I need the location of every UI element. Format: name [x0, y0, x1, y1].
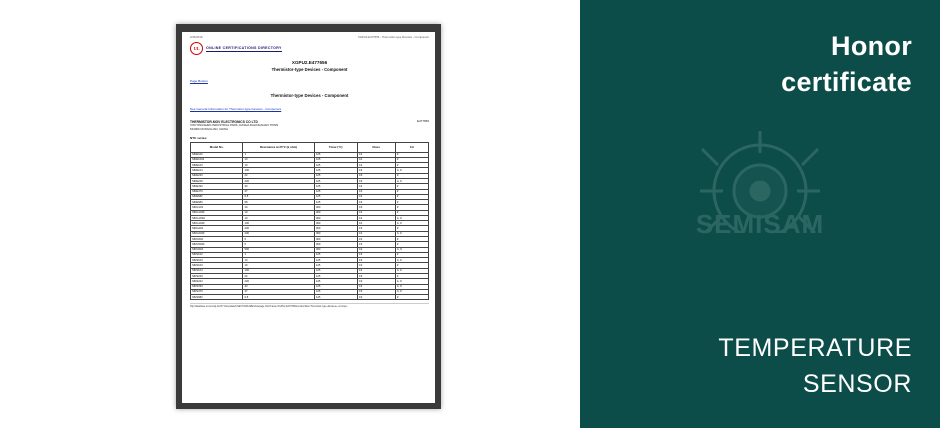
company-block — [190, 120, 429, 132]
document-center-title: Thermistor-type Devices - Component — [270, 93, 349, 99]
table-cell: 22 — [243, 173, 314, 178]
table-cell: 100 — [243, 168, 314, 173]
table-cell: 125 — [314, 274, 357, 279]
table-cell: 125 — [314, 289, 357, 294]
table-cell: 220 — [243, 279, 314, 284]
table-cell: 5 — [243, 242, 314, 247]
table-cell: C2 — [357, 247, 395, 252]
table-cell: 125 — [314, 279, 357, 284]
watermark-text: SEMISAM — [695, 209, 825, 239]
table-cell: 33 — [243, 284, 314, 289]
table-cell: C3 — [357, 295, 395, 300]
table-cell: 125 — [314, 295, 357, 300]
product-line-2: SENSOR — [802, 370, 912, 398]
table-cell: A, # — [395, 289, 428, 294]
table-cell: 125 — [314, 173, 357, 178]
table-cell: C4 — [357, 184, 395, 189]
table-cell: MNE223 — [191, 173, 243, 178]
table-cell: 125 — [314, 200, 357, 205]
company-address-line1: XINYONGSHEN INDUSTRIAL PARK, DASHA DALINGSHAN TOWN — [190, 122, 279, 127]
table-cell: A, # — [395, 258, 428, 263]
col-header-model: Model No. — [191, 143, 243, 152]
table-cell: 10 — [243, 263, 314, 268]
table-cell: C4 — [357, 157, 395, 162]
table-cell: # — [395, 226, 428, 231]
table-cell: C4 — [357, 163, 395, 168]
table-cell: 10 — [243, 258, 314, 263]
table-cell: C3 — [357, 289, 395, 294]
directory-title: ONLINE CERTIFICATIONS DIRECTORY — [206, 46, 282, 52]
table-cell: A, # — [395, 279, 428, 284]
table-cell: C3 — [357, 173, 395, 178]
table-cell: 10 — [243, 205, 314, 210]
company-name: THERMISTOR-MOV ELECTRONICS CO LTD — [190, 119, 258, 124]
table-cell: 125 — [314, 284, 357, 289]
table-cell: MNG104F — [191, 221, 243, 226]
table-cell: C4 — [357, 221, 395, 226]
table-cell: 47 — [243, 289, 314, 294]
document-footer — [190, 303, 429, 308]
certificate-document-frame — [176, 24, 441, 409]
table-cell: C3 — [357, 200, 395, 205]
table-cell: MNS104 — [191, 268, 243, 273]
table-cell: 10 — [243, 210, 314, 215]
table-cell: 10 — [243, 215, 314, 220]
table-cell: A, # — [395, 284, 428, 289]
table-cell: A, # — [395, 268, 428, 273]
table-cell: # — [395, 210, 428, 215]
table-cell: MNS224 — [191, 279, 243, 284]
table-cell: 125 — [314, 184, 357, 189]
table-cell: MNE333 — [191, 184, 243, 189]
table-cell: MNE473 — [191, 189, 243, 194]
table-cell: 300 — [314, 237, 357, 242]
table-cell: MNG204 — [191, 226, 243, 231]
table-cell: A, # — [395, 178, 428, 183]
document-main-title: XGPU2.E477656 — [291, 60, 328, 66]
table-cell: MNG502F — [191, 242, 243, 247]
col-header-tmax: Tmax (°C) — [314, 143, 357, 152]
table-cell: A, # — [395, 168, 428, 173]
table-cell: 47 — [243, 189, 314, 194]
table-cell: C3 — [357, 168, 395, 173]
table-cell: 300 — [314, 215, 357, 220]
table-cell: C3 — [357, 258, 395, 263]
table-cell: MNS333 — [191, 284, 243, 289]
table-cell: 200 — [243, 226, 314, 231]
table-cell: 125 — [314, 178, 357, 183]
table-cell: MNE683 — [191, 200, 243, 205]
honor-certificate-title — [612, 28, 912, 100]
table-cell: 125 — [314, 258, 357, 263]
table-cell: 10 — [243, 157, 314, 162]
table-cell: MNS103 — [191, 258, 243, 263]
table-cell: # — [395, 263, 428, 268]
table-cell: A, # — [395, 231, 428, 236]
table-cell: 100 — [243, 268, 314, 273]
browser-print-header — [190, 36, 429, 39]
table-cell: 500 — [243, 247, 314, 252]
table-cell: MNE103 — [191, 163, 243, 168]
ul-directory-header — [190, 42, 429, 55]
print-date: 2/26/2019 — [190, 35, 203, 39]
table-cell: 125 — [314, 168, 357, 173]
table-cell: # — [395, 252, 428, 257]
table-cell: C4 — [357, 152, 395, 157]
document-sub-title: Thermistor-type Devices - Component — [271, 67, 348, 73]
table-header-row — [191, 143, 429, 152]
table-cell: 300 — [314, 247, 357, 252]
table-cell: MNG502 — [191, 237, 243, 242]
page-bottom-link[interactable]: Page Bottom — [190, 79, 208, 84]
table-cell: C3 — [357, 252, 395, 257]
table-cell: C4 — [357, 215, 395, 220]
table-cell: 125 — [314, 268, 357, 273]
table-cell: 100 — [243, 221, 314, 226]
table-cell: MNS223 — [191, 274, 243, 279]
table-cell: MNG204F — [191, 231, 243, 236]
table-cell: 125 — [314, 194, 357, 199]
col-header-class: Class — [357, 143, 395, 152]
table-cell: MNG103 — [191, 205, 243, 210]
print-title: XGPU2.E477656 - Thermistor-type Devices - Component — [357, 35, 429, 39]
table-cell: MNE104 — [191, 168, 243, 173]
table-cell: C3 — [357, 205, 395, 210]
table-cell: # — [395, 205, 428, 210]
table-cell: 300 — [314, 242, 357, 247]
table-cell: 33 — [243, 184, 314, 189]
table-cell: 300 — [314, 210, 357, 215]
table-cell: 125 — [314, 252, 357, 257]
table-cell: 125 — [314, 189, 357, 194]
semisam-watermark — [645, 123, 875, 273]
section-label: NTC series: — [190, 135, 208, 140]
table-cell: C4 — [357, 231, 395, 236]
col-header-ca: CA — [395, 143, 428, 152]
table-body — [191, 152, 429, 300]
table-cell: C, # — [395, 247, 428, 252]
model-table — [190, 142, 429, 300]
col-header-resistance: Resistance at 25°C (k ohm) — [243, 143, 314, 152]
table-cell: C3 — [357, 274, 395, 279]
table-cell: # — [395, 157, 428, 162]
certificate-page — [182, 32, 435, 403]
table-cell: C3 — [357, 237, 395, 242]
table-cell: MNE1002 — [191, 157, 243, 162]
table-cell: C3 — [357, 263, 395, 268]
table-cell: 1 — [243, 152, 314, 157]
honor-line-2: certificate — [781, 67, 912, 97]
table-cell: 10 — [243, 163, 314, 168]
file-number: E477656 — [416, 118, 429, 123]
table-cell: MNG103H — [191, 215, 243, 220]
table-cell: 200 — [243, 231, 314, 236]
table-cell: 300 — [314, 221, 357, 226]
table-cell: MNS103 — [191, 263, 243, 268]
table-cell: A, # — [395, 221, 428, 226]
general-information-link[interactable]: See General Information for Thermistor-type Devices - Component — [190, 106, 282, 111]
table-cell: C3 — [357, 226, 395, 231]
table-cell: MNE229 — [191, 178, 243, 183]
table-cell: 22 — [243, 274, 314, 279]
table-cell: # — [395, 200, 428, 205]
table-cell: MNS682 — [191, 295, 243, 300]
table-cell: MNS102 — [191, 252, 243, 257]
table-cell: # — [395, 152, 428, 157]
product-name-title — [592, 330, 912, 402]
table-cell: MNG103F — [191, 210, 243, 215]
company-address-line2: 523000 DONGGUAN, CHINA — [190, 126, 229, 131]
table-cell: 68 — [243, 200, 314, 205]
honor-line-1: Honor — [831, 31, 912, 61]
table-cell: 6.8 — [243, 194, 314, 199]
table-cell: 125 — [314, 152, 357, 157]
table-cell: # — [395, 184, 428, 189]
table-cell: # — [395, 173, 428, 178]
table-cell: 300 — [314, 205, 357, 210]
table-cell: C4 — [357, 268, 395, 273]
table-row — [191, 295, 429, 300]
table-cell: # — [395, 242, 428, 247]
table-cell: C3 — [357, 178, 395, 183]
table-cell: # — [395, 295, 428, 300]
table-cell: MNE682 — [191, 194, 243, 199]
table-cell: C2 — [357, 284, 395, 289]
table-cell: 300 — [314, 226, 357, 231]
table-cell: 6.8 — [243, 295, 314, 300]
table-cell: # — [395, 189, 428, 194]
table-cell: 125 — [314, 157, 357, 162]
ul-logo-icon: UL — [190, 42, 203, 55]
table-cell: C4 — [357, 194, 395, 199]
table-cell: # — [395, 194, 428, 199]
table-cell: 1 — [243, 252, 314, 257]
table-cell: C3 — [357, 242, 395, 247]
table-cell: 5 — [243, 237, 314, 242]
table-cell: 300 — [314, 231, 357, 236]
table-cell: MNS473 — [191, 289, 243, 294]
table-cell: # — [395, 237, 428, 242]
table-cell: 125 — [314, 163, 357, 168]
table-cell: MNG504 — [191, 247, 243, 252]
table-cell: C3 — [357, 189, 395, 194]
product-line-1: TEMPERATURE — [718, 334, 912, 362]
table-cell: MNE102 — [191, 152, 243, 157]
right-teal-panel — [580, 0, 940, 428]
table-cell: 125 — [314, 263, 357, 268]
table-cell: A, # — [395, 215, 428, 220]
table-cell: 220 — [243, 178, 314, 183]
table-cell: C4 — [357, 210, 395, 215]
table-cell: # — [395, 274, 428, 279]
footer-url: http://database.ul.com/cgi-bin/XYV/template/LISEXT/1FRAME/showpage.html?name=XGPU2.E477656&ccnshorttitle=Thermistor-type+Devices+-+Compo... — [190, 305, 349, 308]
table-cell: # — [395, 163, 428, 168]
table-cell: C3 — [357, 279, 395, 284]
